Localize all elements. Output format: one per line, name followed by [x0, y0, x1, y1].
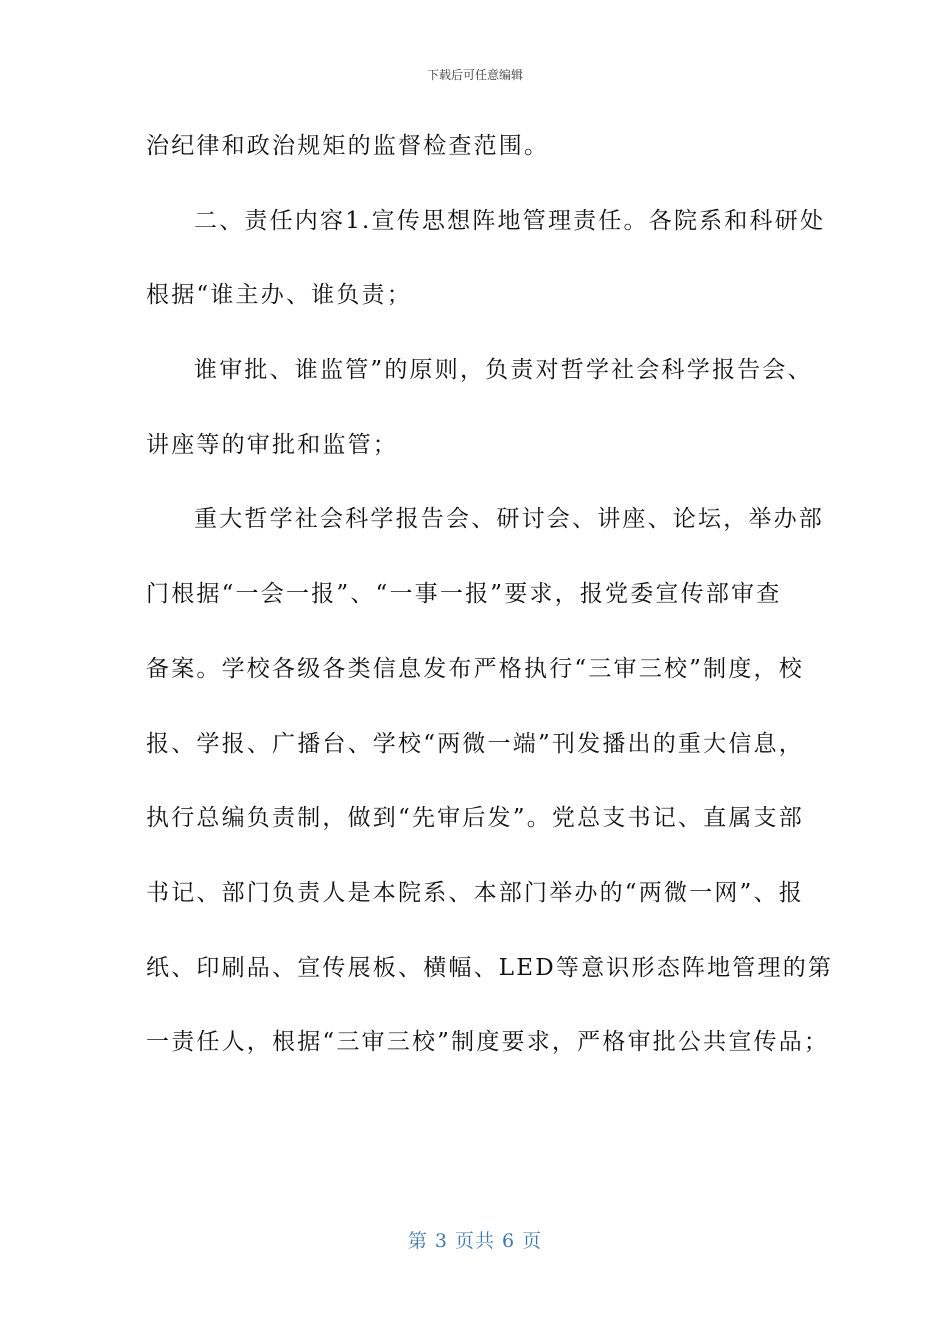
text-line-7: 门根据“一会一报”、“一事一报”要求，报党委宣传部审查	[146, 581, 782, 608]
text-line-11: 书记、部门负责人是本院系、本部门举办的“两微一网”、报	[146, 879, 804, 906]
page-header: 下载后可任意编辑	[426, 68, 523, 82]
text-line-4: 谁审批、谁监管”的原则，负责对哲学社会科学报告会、	[194, 357, 813, 384]
page-number: 第 3 页共 6 页	[407, 1230, 543, 1252]
text-line-1: 治纪律和政治规矩的监督检查范围。	[146, 133, 550, 159]
text-line-2: 二、责任内容1.宣传思想阵地管理责任。各院系和科研处	[194, 207, 826, 234]
document-body	[146, 128, 834, 1099]
text-line-5: 讲座等的审批和监管；	[146, 431, 398, 458]
text-line-12: 纸、印刷品、宣传展板、横幅、LED等意识形态阵地管理的第	[146, 954, 834, 981]
text-line-10: 执行总编负责制，做到“先审后发”。党总支书记、直属支部	[146, 805, 804, 832]
text-line-6: 重大哲学社会科学报告会、研讨会、讲座、论坛，举办部	[194, 506, 824, 533]
text-line-13: 一责任人，根据“三审三校”制度要求，严格审批公共宣传品；	[146, 1029, 830, 1056]
text-line-9: 报、学报、广播台、学校“两微一端”刊发播出的重大信息，	[146, 730, 804, 757]
page-footer	[0, 1226, 950, 1253]
text-line-8: 备案。学校各级各类信息发布严格执行“三审三校”制度，校	[146, 655, 804, 682]
text-line-3: 根据“谁主办、谁负责；	[146, 282, 412, 309]
